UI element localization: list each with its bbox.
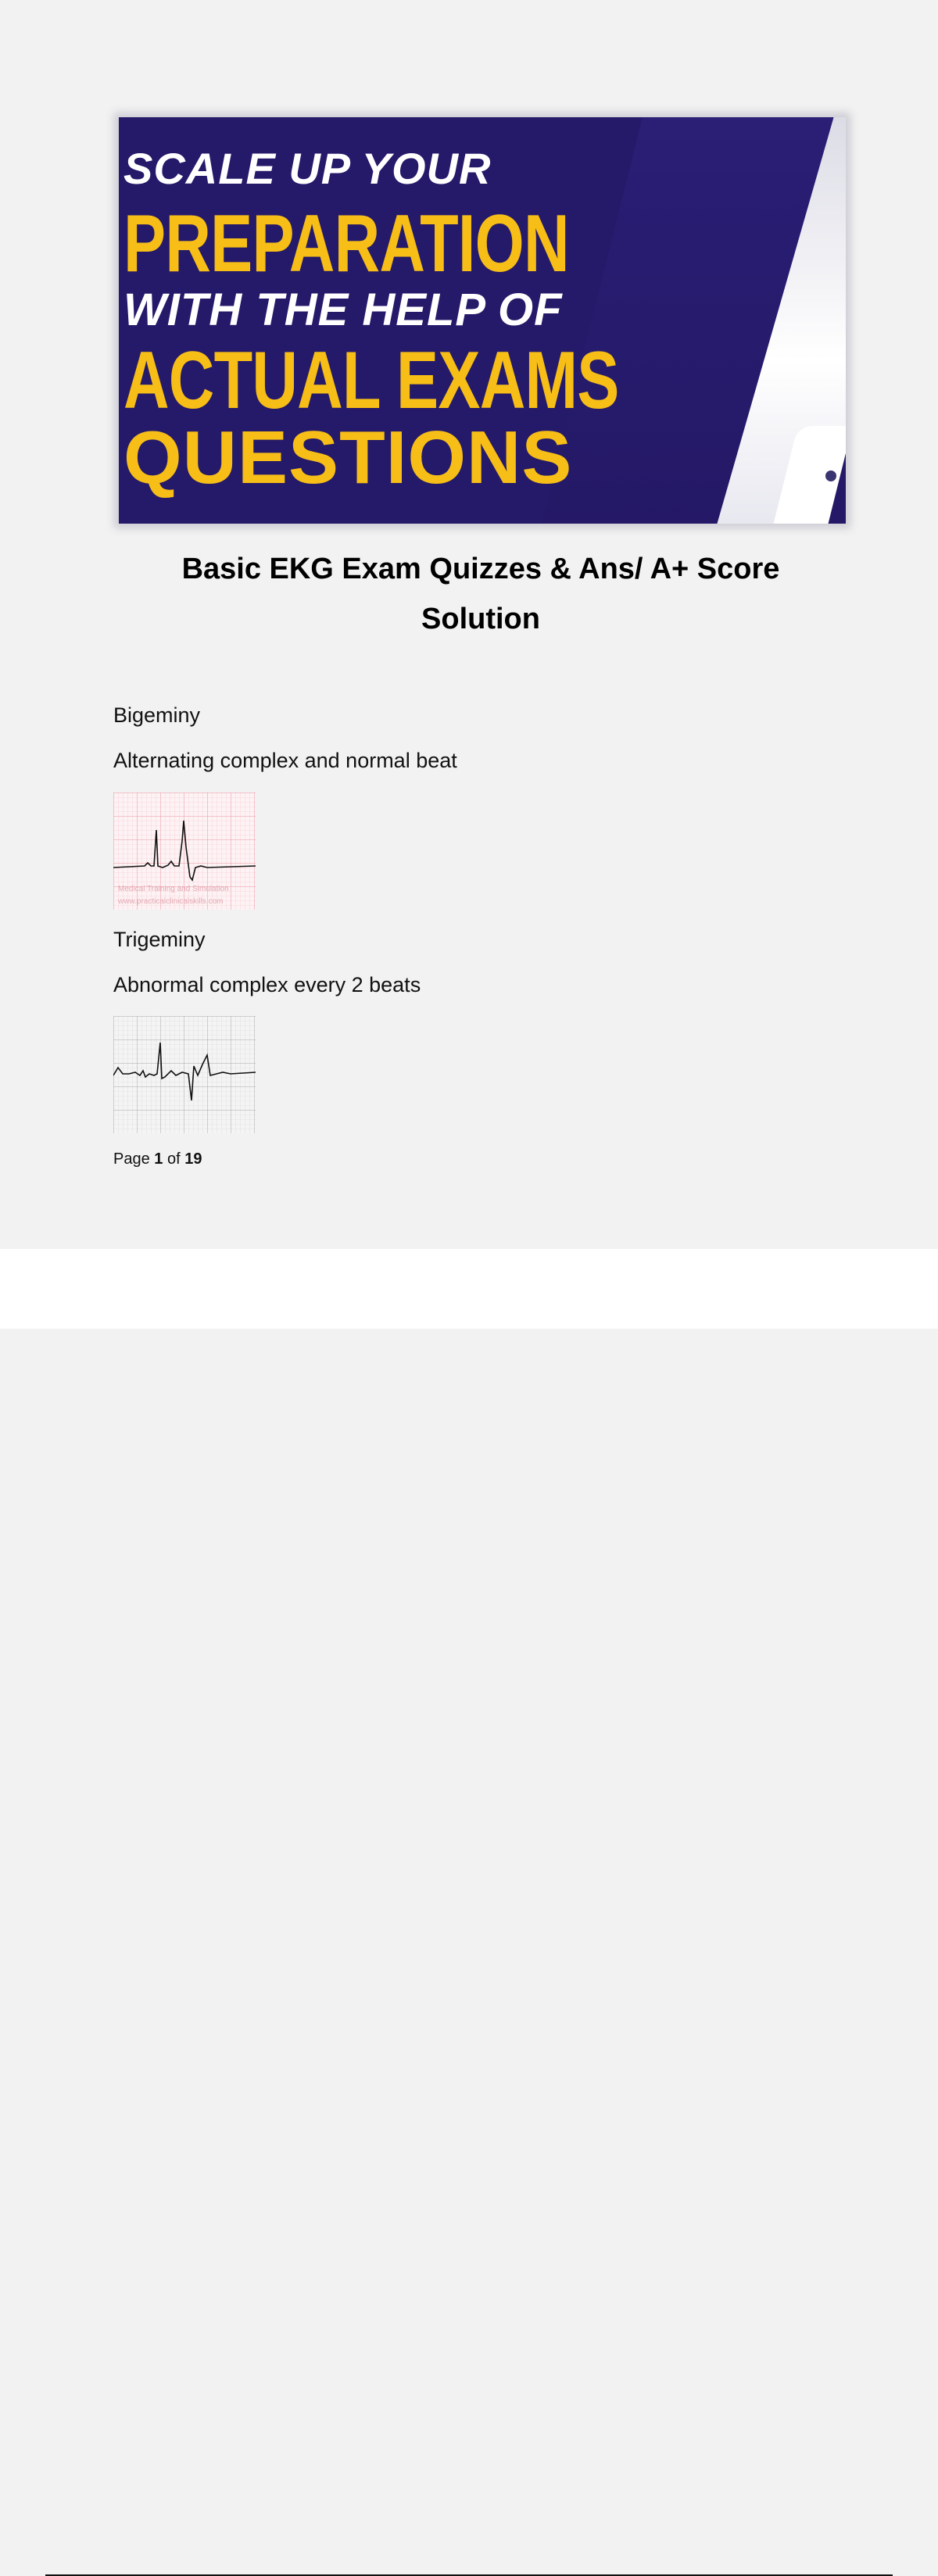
banner-pin-icon <box>825 470 836 481</box>
page-number <box>113 1150 202 1168</box>
definition-trigeminy: Abnormal complex every 2 beats <box>113 973 421 996</box>
ekg-strip-trigeminy-image <box>113 1016 256 1133</box>
of-word: of <box>166 1150 181 1168</box>
current-page: 1 <box>154 1150 163 1168</box>
banner-line-3: WITH THE HELP OF <box>124 284 563 335</box>
banner-line-4: ACTUAL EXAMS <box>124 335 619 426</box>
banner-line-2: PREPARATION <box>124 199 569 289</box>
ekg-strip-bigeminy-image <box>113 792 256 910</box>
banner-line-5: QUESTIONS <box>124 416 573 499</box>
term-bigeminy: Bigeminy <box>113 703 201 727</box>
term-trigeminy: Trigeminy <box>113 928 206 951</box>
promo-banner <box>119 117 846 524</box>
definition-bigeminy: Alternating complex and normal beat <box>113 749 457 772</box>
svg-text:Medical Training and Simulatio: Medical Training and Simulation <box>118 885 229 893</box>
document-page <box>0 0 938 1249</box>
next-page-area <box>0 1249 938 1329</box>
total-pages: 19 <box>184 1150 202 1168</box>
banner-line-1: SCALE UP YOUR <box>124 144 492 193</box>
svg-text:www.practicalclinicalskills.co: www.practicalclinicalskills.com <box>118 897 224 906</box>
document-title: Basic EKG Exam Quizzes & Ans/ A+ Score Solution <box>181 553 780 635</box>
page-word: Page <box>113 1150 150 1168</box>
